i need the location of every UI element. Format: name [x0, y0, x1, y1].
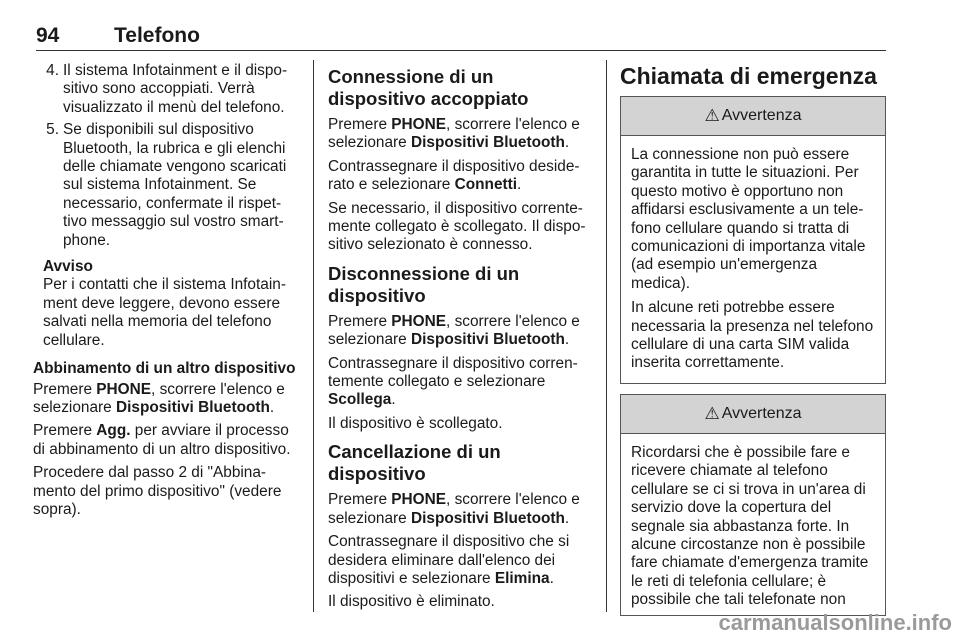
- page-number: 94: [36, 24, 60, 47]
- paragraph: Premere PHONE, scorrere l'elenco e selezionare Dispositivi Bluetooth.: [328, 312, 580, 349]
- column-divider: [313, 60, 314, 612]
- paragraph: Contrassegnare il dispositivo che si desidera eliminare dall'elenco dei dispositivi e selezionare Elimina.: [328, 533, 570, 587]
- warning-box: [620, 96, 886, 384]
- column-left: [33, 62, 299, 524]
- warning-header: [621, 395, 885, 434]
- list-item-number: 5.: [46, 121, 59, 139]
- list-item-text: Se disponibili sul dispositivo Bluetooth, la rubrica e gli elenchi delle chiamate vengono scaricati sul sistema Infotainment. Se necessario, confermate il rispettivo messaggio sul vostro smartphone.: [63, 121, 287, 249]
- warning-triangle-icon: ⚠: [704, 105, 720, 125]
- warning-header: [621, 97, 885, 136]
- paragraph: In alcune reti potrebbe essere necessaria la presenza nel telefono cellulare di una carta SIM valida inserita correttamente.: [631, 299, 874, 372]
- paragraph: Premere PHONE, scorrere l'elenco e selezionare Dispositivi Bluetooth.: [33, 380, 285, 416]
- phone-keyword: PHONE: [96, 380, 152, 398]
- paragraph: La connessione non può essere garantita in tutte le situazioni. Per questo motivo è opportuno non affidarsi esclusivamente a un telefono cellulare quando si tratta di comunicazioni di importanza vitale (ad esempio un'emergenza medica).: [631, 146, 866, 292]
- watermark: carmanualsonline.info: [718, 610, 952, 635]
- column-right: [620, 62, 886, 626]
- paragraph: Premere Agg. per avviare il processo di abbinamento di un altro dispositivo.: [33, 422, 291, 458]
- section-heading: Disconnessione di un dispositivo: [328, 262, 520, 306]
- section-title: Chiamata di emergenza: [620, 63, 877, 89]
- paragraph: Contrassegnare il dispositivo desiderato e selezionare Connetti.: [328, 157, 580, 194]
- warning-body: [621, 136, 885, 383]
- paragraph: Premere PHONE, scorrere l'elenco e selezionare Dispositivi Bluetooth.: [328, 491, 580, 527]
- list-item-text: Il sistema Infotainment e il dispositivo sono accoppiati. Verrà visualizzato il menù del telefono.: [63, 62, 288, 116]
- menu-keyword: Dispositivi Bluetooth: [116, 398, 270, 416]
- list-item: [33, 62, 299, 117]
- column-middle: [328, 62, 594, 617]
- list-item: [33, 121, 299, 250]
- warning-box: [620, 394, 886, 616]
- note-box: [43, 258, 299, 350]
- paragraph: Procedere dal passo 2 di "Abbinamento del primo dispositivo" (vedere sopra).: [33, 464, 282, 518]
- add-keyword: Agg.: [96, 422, 131, 440]
- paragraph: Ricordarsi che è possibile fare e ricevere chiamate al telefono cellulare se ci si trova in un'area di servizio dove la copertura del segnale sia abbastanza forte. In alcune circostanze non è possibile fare chiamate d'emergenza tramite le reti di telefonia cellulare; è possibile che tali telefonate non: [631, 443, 869, 609]
- paragraph: Contrassegnare il dispositivo correntemente collegato e selezionare Scollega.: [328, 354, 578, 409]
- page-title: Telefono: [114, 24, 200, 47]
- warning-heading: Avvertenza: [721, 106, 802, 124]
- section-heading: Cancellazione di un dispositivo: [328, 441, 501, 485]
- paragraph: Premere PHONE, scorrere l'elenco e selezionare Dispositivi Bluetooth.: [328, 116, 580, 152]
- header-rule: [36, 50, 886, 51]
- warning-triangle-icon: ⚠: [704, 403, 720, 423]
- warning-body: [621, 434, 885, 616]
- warning-heading: Avvertenza: [721, 404, 802, 422]
- section-heading: Connessione di un dispositivo accoppiato: [328, 66, 529, 109]
- page-header: [36, 22, 886, 52]
- column-divider: [606, 60, 607, 612]
- paragraph: Il dispositivo è eliminato.: [328, 593, 495, 611]
- subsection-heading: Abbinamento di un altro dispositivo: [33, 360, 296, 378]
- note-text: Per i contatti che il sistema Infotainment deve leggere, devono essere salvati nella memoria del telefono cellulare.: [43, 276, 286, 349]
- list-item-number: 4.: [46, 62, 59, 79]
- note-heading: Avviso: [43, 258, 93, 276]
- paragraph: Il dispositivo è scollegato.: [328, 414, 503, 432]
- paragraph: Se necessario, il dispositivo correntemente collegato è scollegato. Il dispositivo selezionato è connesso.: [328, 199, 586, 254]
